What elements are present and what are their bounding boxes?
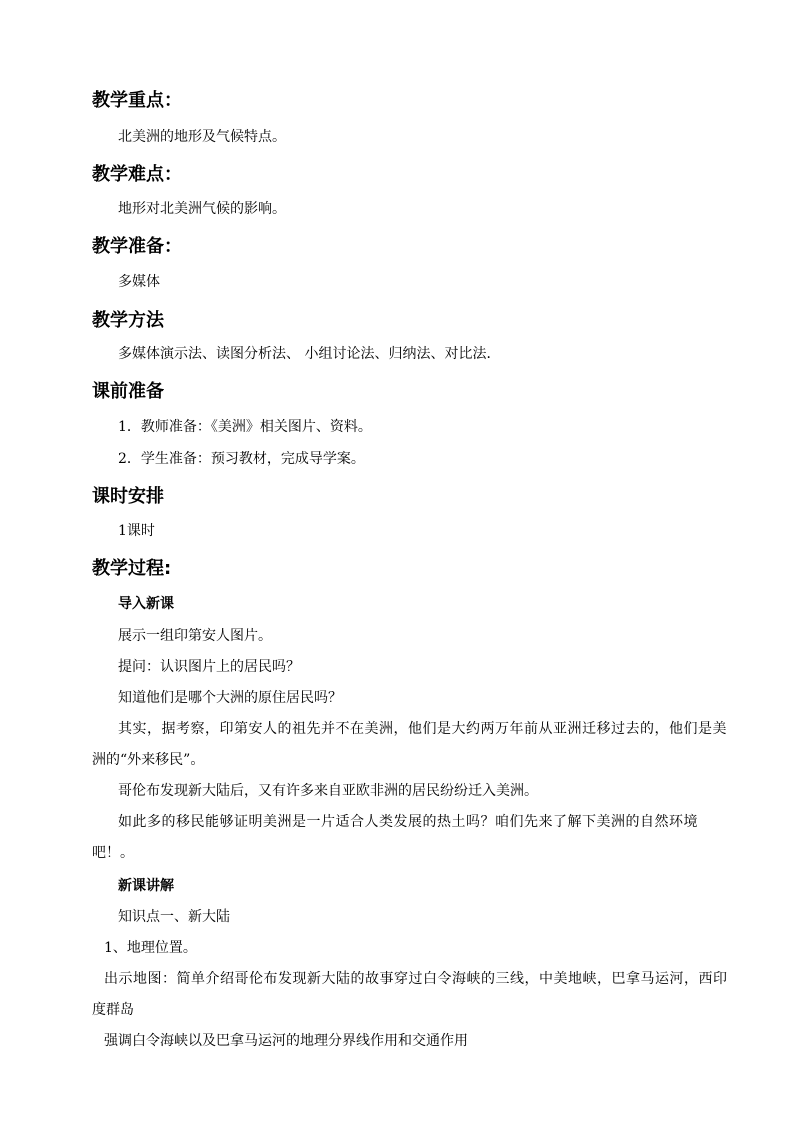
lesson-line: 1、地理位置。 (104, 940, 197, 956)
intro-line: 展示一组印第安人图片。 (118, 628, 272, 644)
intro-line: 哥伦布发现新大陆后，又有许多来自亚欧非洲的居民纷纷迁入美洲。 (118, 783, 538, 799)
difficulties-text: 地形对北美洲气候的影响。 (118, 201, 286, 217)
intro-line: 吧！。 (92, 845, 134, 861)
preparation-text: 多媒体 (118, 274, 160, 290)
pre-class-item: 1．教师准备：《美洲》相关图片、资料。 (118, 419, 372, 435)
lesson-line: 出示地图：简单介绍哥伦布发现新大陆的故事穿过白令海峡的三线，中美地峡，巴拿马运河，西印 (104, 971, 728, 987)
subheading-new-lesson: 新课讲解 (118, 878, 174, 894)
schedule-text: 1课时 (118, 523, 155, 539)
heading-key-points: 教学重点： (92, 90, 182, 111)
lesson-line: 知识点一、新大陆 (118, 909, 230, 925)
heading-schedule: 课时安排 (92, 486, 164, 507)
key-points-text: 北美洲的地形及气候特点。 (118, 129, 286, 145)
heading-difficulties: 教学难点： (92, 164, 182, 185)
lesson-line: 强调白令海峡以及巴拿马运河的地理分界线作用和交通作用 (104, 1033, 468, 1049)
heading-methods: 教学方法 (92, 310, 164, 331)
pre-class-item: 2．学生准备：预习教材，完成导学案。 (118, 451, 365, 467)
heading-preparation: 教学准备： (92, 236, 182, 257)
intro-line: 如此多的移民能够证明美洲是一片适合人类发展的热土吗？咱们先来了解下美洲的自然环境 (118, 814, 698, 830)
intro-line: 其实，据考察，印第安人的祖先并不在美洲，他们是大约两万年前从亚洲迁移过去的，他们是美 (118, 721, 727, 737)
methods-text: 多媒体演示法、读图分析法、 小组讨论法、归纳法、对比法． (118, 346, 501, 362)
intro-line: 提问：认识图片上的居民吗？ (118, 659, 300, 675)
subheading-intro: 导入新课 (118, 596, 174, 612)
intro-line: 洲的“外来移民”。 (92, 752, 205, 768)
intro-line: 知道他们是哪个大洲的原住居民吗？ (118, 690, 342, 706)
heading-pre-class: 课前准备 (92, 381, 164, 402)
heading-process: 教学过程: (92, 558, 172, 579)
lesson-line: 度群岛 (92, 1002, 134, 1018)
